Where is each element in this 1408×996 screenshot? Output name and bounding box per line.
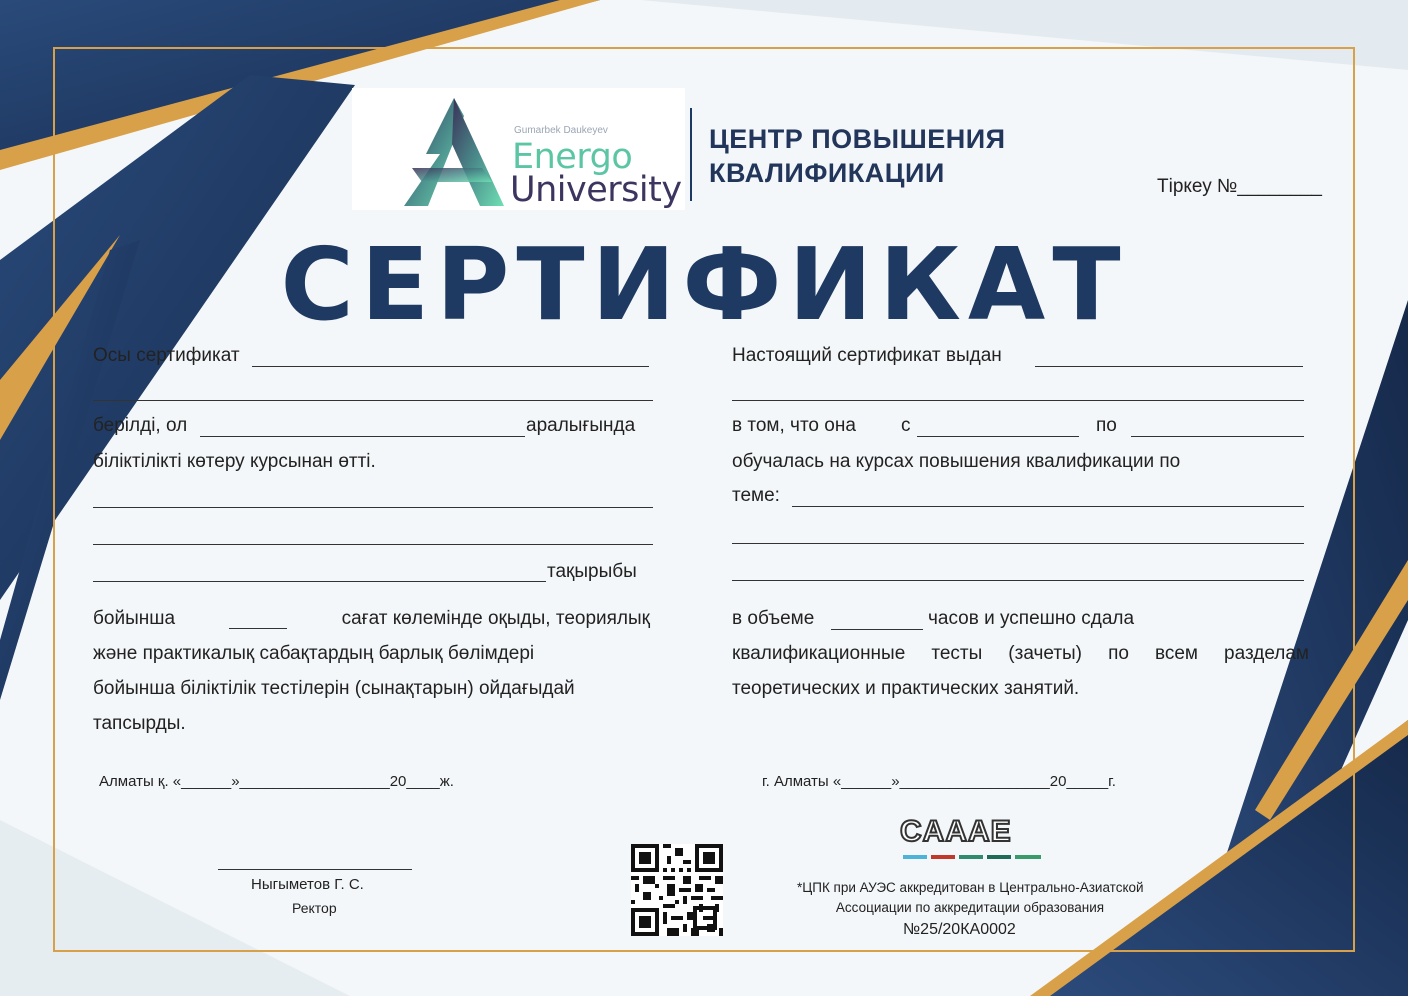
kz-blank-3[interactable]: [200, 436, 525, 437]
ru-hours-blank[interactable]: [831, 629, 923, 630]
kz-blank-6[interactable]: [93, 581, 546, 582]
center-title-line1: ЦЕНТР ПОВЫШЕНИЯ: [709, 124, 1006, 154]
ru-blank-2[interactable]: [732, 400, 1304, 401]
center-title: [709, 122, 1006, 190]
kz-hours-blank[interactable]: [229, 608, 287, 629]
ru-blank-from[interactable]: [917, 436, 1079, 437]
logo-divider: [690, 108, 692, 201]
qr-code-icon[interactable]: [631, 843, 723, 937]
accreditation-line1: *ЦПК при АУЭС аккредитован в Центрально-Азиатской: [797, 880, 1144, 895]
ru-line4: обучалась на курсах повышения квалификации по: [732, 451, 1181, 472]
ru-blank-3[interactable]: [792, 506, 1304, 507]
kz-p1a: бойынша: [93, 608, 176, 629]
ru-topic-label: теме:: [732, 485, 780, 506]
accreditation-number: №25/20КА0002: [903, 921, 1016, 938]
kz-blank-4[interactable]: [93, 507, 653, 508]
ru-from-label: с: [901, 415, 911, 436]
ru-blank-1[interactable]: [1035, 366, 1303, 367]
ru-date-line: г. Алматы «______»__________________20_____г.: [762, 773, 1116, 790]
ru-line3-label: в том, что она: [732, 415, 856, 436]
kz-line3-suffix: аралығында: [526, 415, 636, 436]
ru-blank-4[interactable]: [732, 543, 1304, 544]
signatory-name: Ныгыметов Г. С.: [251, 876, 364, 893]
logo-university: University: [510, 170, 682, 210]
kz-blank-5[interactable]: [93, 544, 653, 545]
caaae-logo: CAAAE: [900, 815, 1012, 848]
caaae-color-bars-icon: [903, 853, 1043, 863]
signatory-role: Ректор: [292, 900, 337, 916]
ru-blank-to[interactable]: [1131, 436, 1304, 437]
center-title-line2: КВАЛИФИКАЦИИ: [709, 158, 945, 188]
registration-number: Тіркеу №________: [1157, 176, 1322, 197]
kz-line1-label: Осы сертификат: [93, 345, 240, 366]
kz-p4: тапсырды.: [93, 713, 186, 734]
kz-blank-2[interactable]: [93, 400, 653, 401]
ru-p3: теоретических и практических занятий.: [732, 678, 1080, 699]
energo-university-logo-icon: [402, 96, 506, 208]
certificate-title: СЕРТИФИКАТ: [280, 226, 1128, 343]
kz-blank-1[interactable]: [252, 366, 649, 367]
signature-line[interactable]: [218, 869, 412, 870]
ru-blank-5[interactable]: [732, 580, 1304, 581]
ru-p1a: в объеме: [732, 608, 815, 629]
logo-small-text: Gumarbek Daukeyev: [514, 125, 608, 136]
ru-to-label: по: [1096, 415, 1117, 436]
kz-line4: біліктілікті көтеру курсынан өтті.: [93, 451, 376, 472]
ru-line1-label: Настоящий сертификат выдан: [732, 345, 1002, 366]
kz-date-line: Алматы қ. «______»__________________20____ж.: [99, 773, 454, 790]
kz-p1b: сағат көлемінде оқыды, теориялық: [341, 608, 650, 629]
accreditation-line2: Ассоциации по аккредитации образования: [835, 900, 1105, 915]
ru-p1b: часов и успешно сдала: [928, 608, 1135, 629]
kz-line3-label: берілді, ол: [93, 415, 188, 436]
kz-paragraph: [93, 608, 650, 748]
logo-energo: Energo: [512, 137, 633, 177]
ru-p2: квалификационные тесты (зачеты) по всем разделам: [732, 643, 1309, 664]
kz-topic-label: тақырыбы: [547, 561, 637, 582]
kz-p2: және практикалық сабақтардың барлық бөлімдері: [93, 643, 535, 664]
kz-p3: бойынша біліктілік тестілерін (сынақтарын) ойдағыдай: [93, 678, 575, 699]
